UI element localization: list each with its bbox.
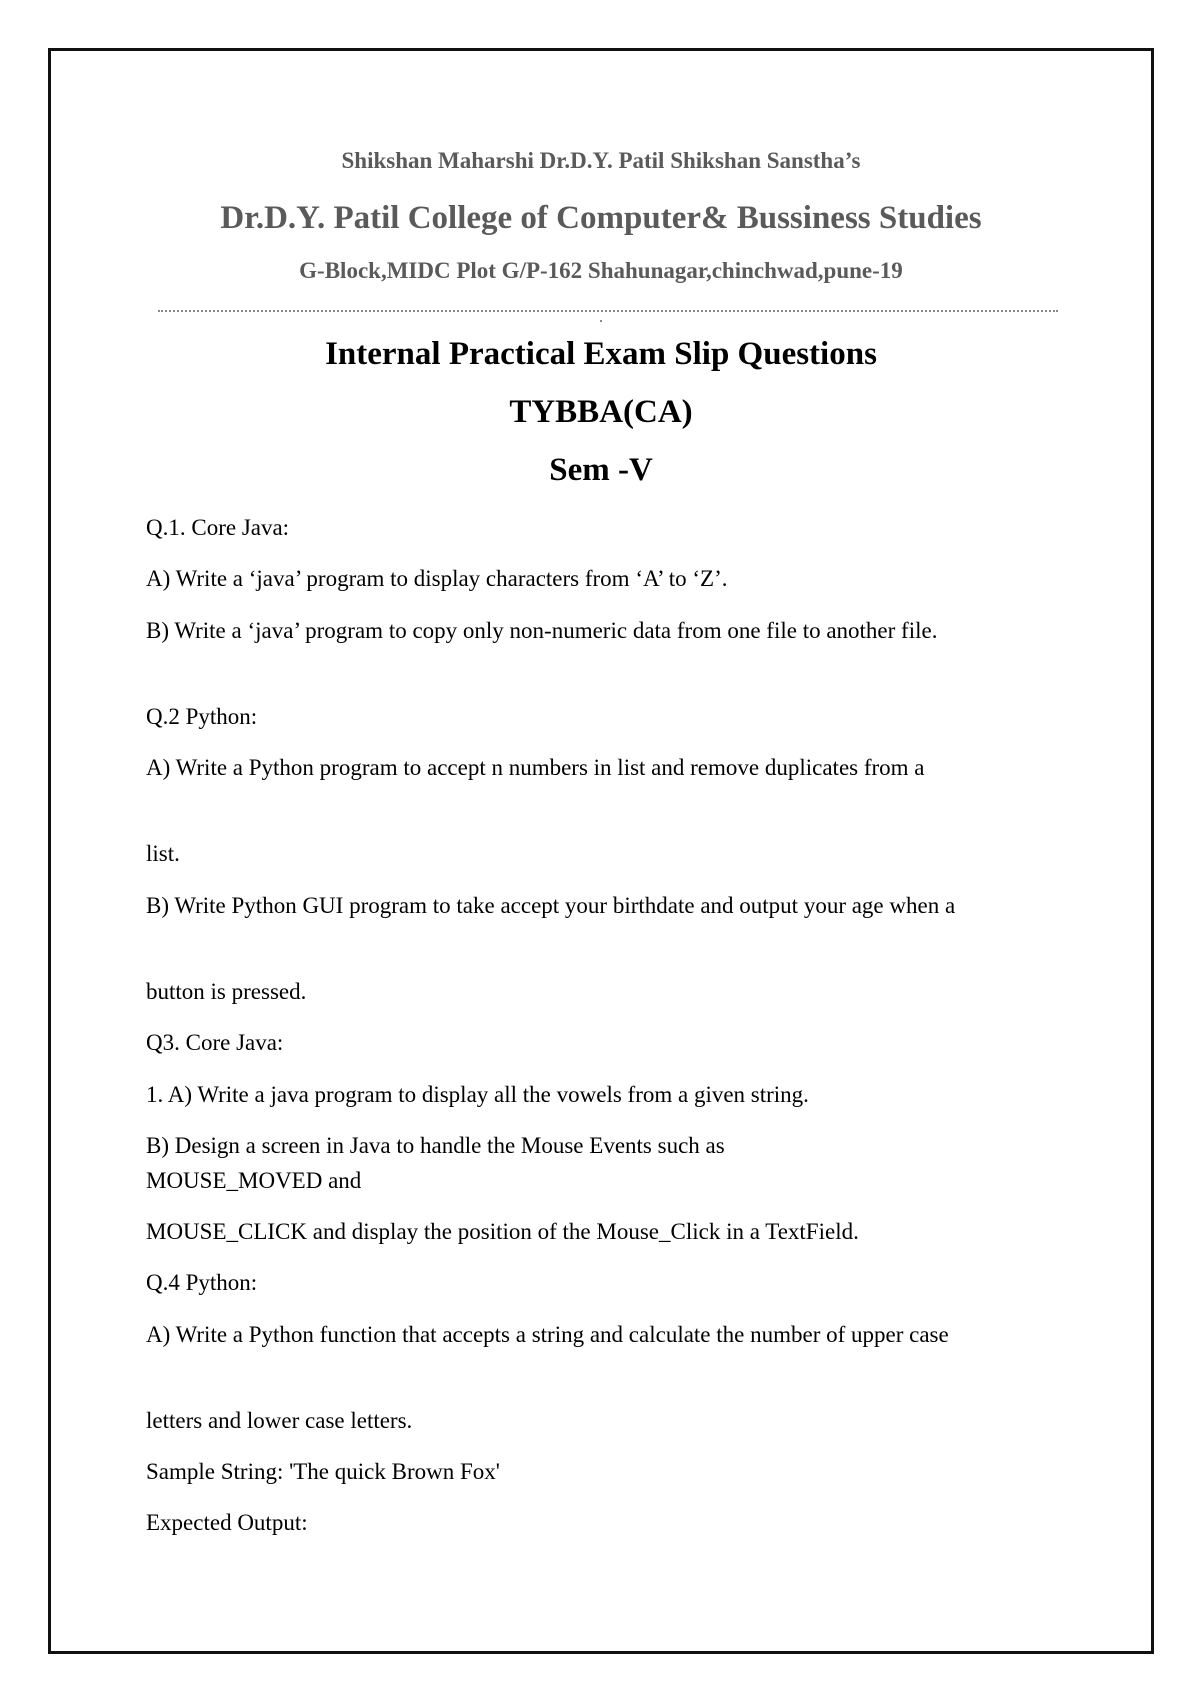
exam-title: Internal Practical Exam Slip Questions: [325, 336, 877, 372]
q2-part-a: A) Write a Python program to accept n numbers in list and remove duplicates from a: [146, 755, 925, 780]
semester-title: Sem -V: [549, 452, 653, 488]
q2-heading: Q.2 Python:: [146, 704, 258, 729]
college-address: G-Block,MIDC Plot G/P-162 Shahunagar,chinchwad,pune-19: [299, 258, 903, 283]
q4-part-a: A) Write a Python function that accepts a string and calculate the number of upper case: [146, 1322, 949, 1347]
q1-part-a: A) Write a ‘java’ program to display characters from ‘A’ to ‘Z’.: [146, 566, 728, 591]
q4-heading: Q.4 Python:: [146, 1270, 258, 1295]
q2-part-a-cont: list.: [146, 841, 180, 866]
q2-part-b: B) Write Python GUI program to take accept your birthdate and output your age when a: [146, 893, 956, 918]
class-title: TYBBA(CA): [509, 394, 693, 430]
q3-part-b-cont: MOUSE_CLICK and display the position of the Mouse_Click in a TextField.: [146, 1219, 859, 1244]
sanstha-name: Shikshan Maharshi Dr.D.Y. Patil Shikshan Sanstha’s: [341, 148, 861, 173]
q3-heading: Q3. Core Java:: [146, 1030, 284, 1055]
q4-sample-string: Sample String: 'The quick Brown Fox': [146, 1459, 500, 1484]
q4-expected-output: Expected Output:: [146, 1510, 308, 1535]
divider-dot: [600, 320, 602, 322]
q1-part-b: B) Write a ‘java’ program to copy only non-numeric data from one file to another file.: [146, 618, 938, 643]
q1-heading: Q.1. Core Java:: [146, 515, 290, 540]
q2-part-b-cont: button is pressed.: [146, 979, 307, 1004]
q3-part-a: 1. A) Write a java program to display all the vowels from a given string.: [146, 1082, 809, 1107]
q4-part-a-cont: letters and lower case letters.: [146, 1408, 413, 1433]
college-name: Dr.D.Y. Patil College of Computer& Bussiness Studies: [220, 200, 982, 236]
header-divider: [158, 310, 1058, 312]
q3-part-b: B) Design a screen in Java to handle the Mouse Events such as MOUSE_MOVED and: [146, 1133, 725, 1193]
